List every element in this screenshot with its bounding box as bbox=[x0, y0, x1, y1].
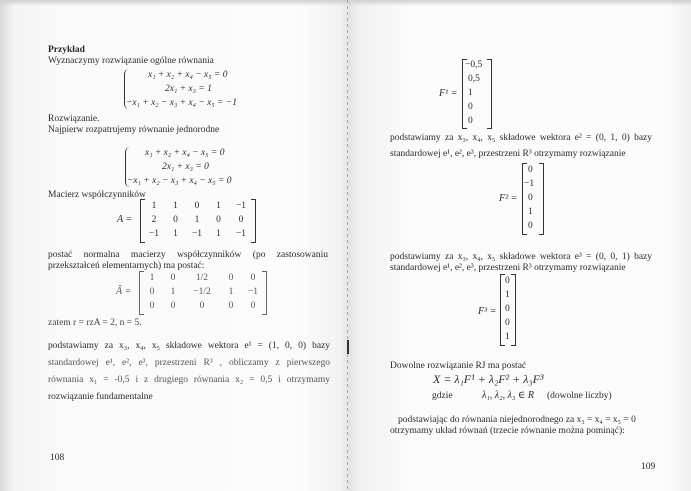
final-line2: otrzymamy układ równań (trzecie równanie można pominąć): bbox=[390, 426, 625, 436]
intro-text: Wyznaczymy rozwiązanie ogólne równania bbox=[48, 56, 214, 66]
matrix-a-cell: 1 bbox=[194, 215, 200, 225]
vector-f1 bbox=[462, 59, 492, 129]
f3-value: 0 bbox=[505, 276, 510, 286]
system1-eq3: −x₁ + x₂ − x₃ + x₄ − x₅ = −1 bbox=[126, 98, 237, 108]
homogeneous-intro: Najpierw rozpatrujemy równanie jednorodne bbox=[48, 125, 220, 135]
f1-value: −0,5 bbox=[465, 60, 483, 70]
matrix-a-cell: 1 bbox=[216, 229, 221, 239]
f2-value: 1 bbox=[528, 207, 533, 217]
matrix-a-tilde-cell: 0 bbox=[250, 301, 256, 311]
page-top-shadow bbox=[0, 0, 691, 6]
matrix-a-tilde-cell: 1/2 bbox=[195, 273, 209, 283]
para2-line1: podstawiamy za x₃, x₄, x₅ składowe wektora e² = (0, 1, 0) bazy bbox=[390, 133, 652, 143]
f3-value: 0 bbox=[505, 304, 510, 314]
f3-value: 1 bbox=[505, 332, 510, 342]
matrix-a-cell: −1 bbox=[191, 229, 203, 239]
matrix-a-tilde-cell: 0 bbox=[199, 301, 205, 311]
right-bracket bbox=[487, 59, 492, 129]
matrix-a-cell: 1 bbox=[173, 201, 178, 211]
matrix-a-cell: −1 bbox=[235, 229, 247, 239]
solution-label: Rozwiązanie. bbox=[48, 114, 100, 124]
matrix-a-label: A = bbox=[117, 214, 133, 225]
matrix-a-tilde-cell: 1 bbox=[149, 273, 155, 283]
left-bracket bbox=[140, 199, 145, 243]
matrix-a-cell: 1 bbox=[173, 229, 178, 239]
right-bracket bbox=[251, 199, 256, 243]
general-formula: X = λ₁F¹ + λ₂F² + λ₃F³ bbox=[433, 372, 544, 386]
left-bracket bbox=[522, 163, 527, 235]
para3-line1: podstawiamy za x₃, x₄, x₅ składowe wektora e³ = (0, 0, 1) bazy bbox=[390, 252, 652, 262]
system1-eq1: x₁ + x₂ + x₄ − x₅ = 0 bbox=[148, 70, 228, 80]
book-spine bbox=[347, 0, 348, 491]
matrix-a-cell: 1 bbox=[216, 201, 221, 211]
f2-value: 0 bbox=[528, 221, 533, 231]
matrix-a-cell: 0 bbox=[238, 215, 244, 225]
f2-value: 0 bbox=[528, 193, 533, 203]
f2-label: F² = bbox=[499, 193, 518, 204]
general-label: Dowolne rozwiązanie RJ ma postać bbox=[390, 361, 527, 371]
matrix-a-cell: 2 bbox=[151, 215, 157, 225]
vector-f3 bbox=[500, 274, 516, 346]
matrix-a-cell: 0 bbox=[173, 215, 178, 225]
left-bracket bbox=[139, 271, 144, 315]
para2-line2: standardowej e¹, e², e³, przestrzeni R³ otrzymamy rozwiązanie bbox=[390, 149, 626, 159]
f1-value: 0,5 bbox=[468, 74, 480, 84]
matrix-a-tilde bbox=[139, 271, 267, 315]
normal-form-line1: postać normalna macierzy współczynników (po zastosowaniu bbox=[48, 250, 328, 260]
matrix-a-cell: 1 bbox=[151, 201, 157, 211]
matrix-a-tilde-cell: 1 bbox=[170, 287, 176, 297]
paragraph-line: standardowej e¹, e², e³, przestrzeni R³ , obliczamy z pierwszego bbox=[48, 358, 330, 368]
rank-line: zatem r = rzA = 2, n = 5. bbox=[48, 318, 142, 328]
matrix-a-tilde-cell: 0 bbox=[170, 273, 176, 283]
matrix-a bbox=[140, 199, 256, 243]
f3-value: 1 bbox=[505, 290, 510, 300]
matrix-a-tilde-label: Ã = bbox=[116, 286, 132, 297]
where-note: (dowolne liczby) bbox=[547, 391, 612, 401]
matrix-a-cell: −1 bbox=[148, 229, 160, 239]
matrix-a-tilde-cell: 0 bbox=[228, 273, 234, 283]
right-bracket bbox=[262, 271, 267, 315]
para3-line2: standardowej e¹, e², e³, przestrzeni R³ otrzymamy rozwiązanie bbox=[390, 263, 626, 273]
matrix-a-tilde-cell: 0 bbox=[228, 301, 234, 311]
matrix-a-tilde-cell: −1 bbox=[247, 287, 259, 297]
vector-f2 bbox=[522, 163, 544, 235]
page-number-left: 108 bbox=[50, 453, 65, 463]
coef-label: Macierz współczynników bbox=[48, 190, 146, 200]
paragraph-line: równania x₁ = -0,5 i z drugiego równania x₂ = 0,5 i otrzymamy bbox=[48, 375, 330, 385]
where-formula: λ₁, λ₂, λ₃ ∈ R bbox=[482, 390, 534, 401]
f1-value: 0 bbox=[468, 102, 473, 112]
matrix-a-cell: 0 bbox=[194, 201, 200, 211]
f3-value: 0 bbox=[505, 318, 510, 328]
matrix-a-cell: 0 bbox=[216, 215, 221, 225]
matrix-a-tilde-cell: 1 bbox=[228, 287, 234, 297]
system1-eq2: 2x₁ + x₃ = 1 bbox=[165, 84, 212, 94]
f3-label: F³ = bbox=[478, 306, 497, 317]
system2-eq2: 2x₁ + x₃ = 0 bbox=[162, 162, 209, 172]
paragraph-line: podstawiamy za x₃, x₄, x₅ składowe wektora e¹ = (1, 0, 0) bazy bbox=[48, 341, 330, 351]
right-bracket bbox=[539, 163, 544, 235]
matrix-a-tilde-cell: 0 bbox=[250, 273, 256, 283]
f2-value: 0 bbox=[528, 165, 533, 175]
final-line1: podstawiając do równania niejednorodnego za x₃ = x₄ = x₅ = 0 bbox=[398, 415, 636, 425]
normal-form-line2: przekształceń elementarnych) ma postać: bbox=[48, 261, 205, 271]
page-number-right: 109 bbox=[641, 462, 656, 472]
where-label: gdzie bbox=[432, 391, 453, 401]
matrix-a-cell: −1 bbox=[235, 201, 247, 211]
example-heading: Przykład bbox=[48, 45, 85, 55]
spine-mark bbox=[347, 340, 349, 354]
paragraph-line: rozwiązanie fundamentalne bbox=[48, 392, 153, 402]
system2-eq1: x₁ + x₂ + x₄ − x₅ = 0 bbox=[145, 148, 225, 158]
matrix-a-tilde-cell: 0 bbox=[170, 301, 176, 311]
f1-value: 0 bbox=[468, 116, 473, 126]
matrix-a-tilde-cell: −1/2 bbox=[193, 287, 211, 297]
f1-label: F¹ = bbox=[439, 88, 458, 99]
f2-value: −1 bbox=[524, 179, 535, 189]
system2-eq3: −x₁ + x₂ − x₃ + x₄ − x₅ = 0 bbox=[127, 176, 232, 186]
matrix-a-tilde-cell: 0 bbox=[149, 287, 155, 297]
f1-value: 1 bbox=[468, 88, 473, 98]
matrix-a-tilde-cell: 0 bbox=[149, 301, 155, 311]
right-bracket bbox=[511, 274, 516, 346]
